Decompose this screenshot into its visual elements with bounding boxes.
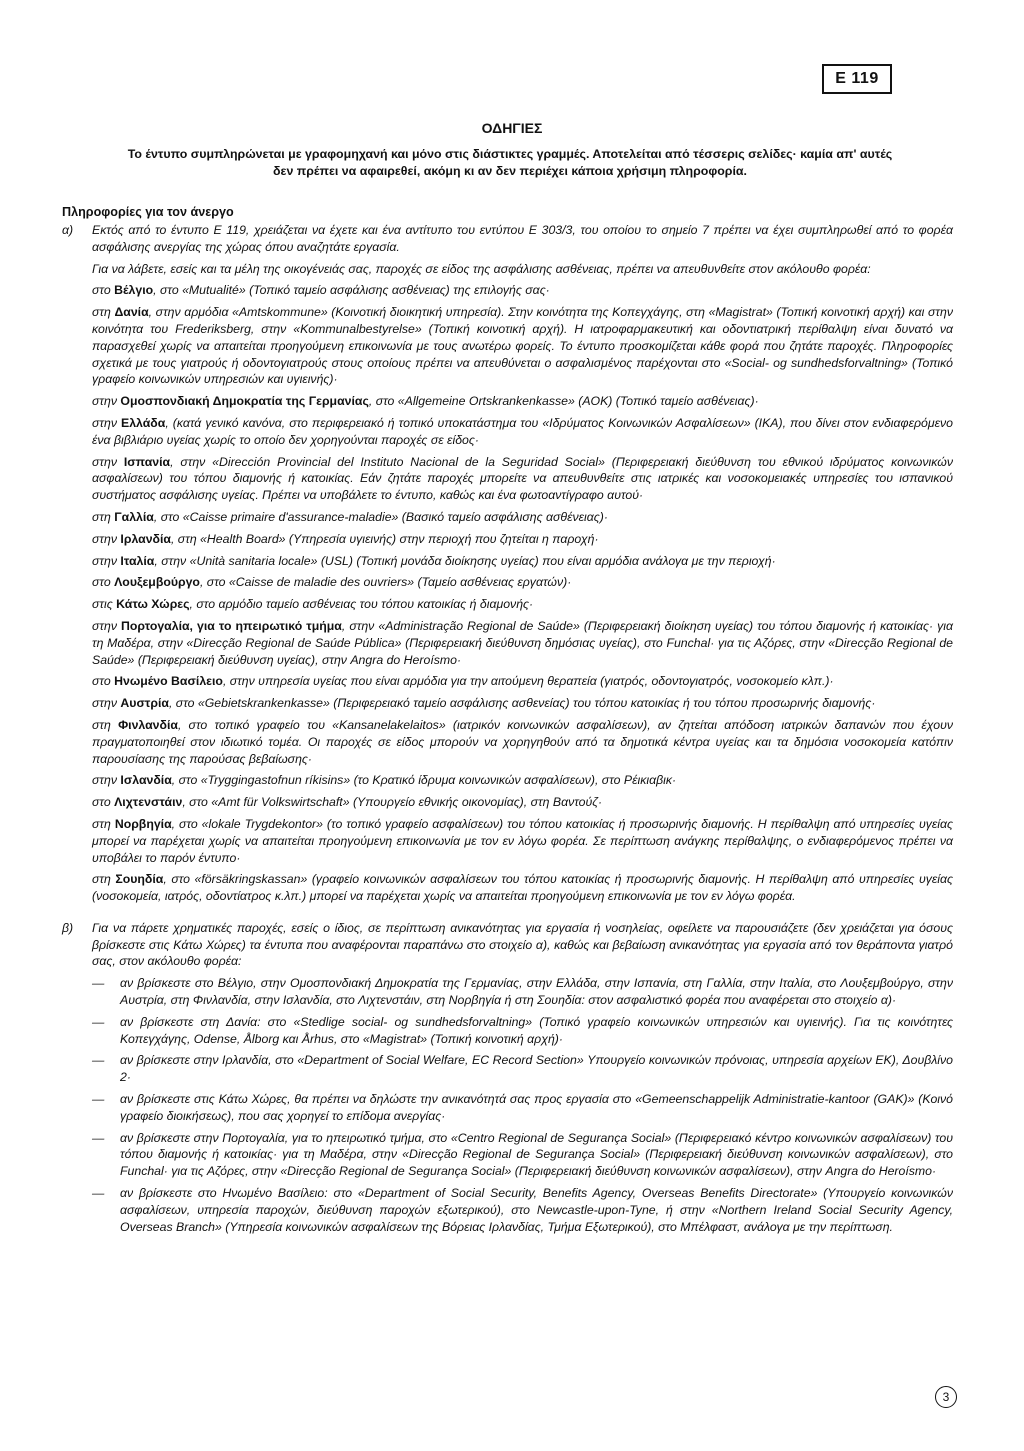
country-details: , στην «Unità sanitaria locale» (USL) (Τοπική μονάδα διοίκησης υγείας) που είναι αρμόδια ανάλογα με την περιοχή· — [154, 553, 776, 568]
country-entry — [92, 553, 953, 570]
country-entry — [92, 415, 953, 449]
country-entry — [92, 454, 953, 504]
bullet-item — [62, 1052, 953, 1086]
bullet-text: αν βρίσκεστε στη Δανία: στο «Stedlige social- og sundhedsforvaltning» (Τοπικό γραφείο κοινωνικών υπηρεσιών και υγιεινής). Για τις κοινότητες Κοπεγχάγης, Odense, Ålborg και Århus, στο «Magistrat» (Τοπική κοινοτική αρχή)· — [120, 1014, 953, 1046]
country-details: , στην «Dirección Provincial del Instituto Nacional de la Seguridad Social» (Περιφερειακή διεύθυνση του εθνικού ιδρύματος κοινωνικών ασφαλίσεων) του τόπου διαμονής ή κατοικίας. Εάν ζητάτε παροχές μπορείτε να απευθυνθείτε στις ιατρικές και νοσοκομειακές υπηρεσίες του ισπανικού συστήματος ασφάλισης υγείας. Πρέπει να υποβάλετε το έντυπο, καθώς και ένα φωτοαντίγραφο αυτού· — [92, 454, 953, 503]
country-name: Γαλλία — [114, 509, 154, 524]
country-details: , στο «Mutualité» (Τοπικό ταμείο ασφάλισης ασθένειας) της επιλογής σας· — [153, 283, 550, 298]
bullet-item — [62, 975, 953, 1009]
country-prefix: στην — [92, 531, 121, 546]
country-name: Νορβηγία — [114, 816, 172, 831]
country-entry — [92, 304, 953, 388]
country-list — [92, 282, 953, 905]
dash-marker: — — [92, 1053, 105, 1068]
country-entry — [92, 282, 953, 299]
bullet-text: αν βρίσκεστε στις Κάτω Χώρες, θα πρέπει να δηλώστε την ανικανότητά σας προς εργασία στο «Gemeenschappelijk Administratie-kantoor (GAK)» (Κοινό γραφείο διοικήσεως), που σας χορηγεί το επίδομα ανεργίας· — [120, 1092, 953, 1123]
page-title: ΟΔΗΓΙΕΣ — [481, 120, 543, 136]
intro-line: δεν πρέπει να αφαιρεθεί, ακόμη κι αν δεν περιέχει κάποια χρήσιμη πληροφορία. — [273, 164, 747, 178]
page-number: 3 — [935, 1386, 957, 1408]
country-entry — [92, 695, 953, 712]
dash-marker: — — [92, 1130, 105, 1145]
country-entry — [92, 531, 953, 548]
country-prefix: στο — [92, 674, 115, 689]
section-heading: Πληροφορίες για τον άνεργο — [62, 205, 234, 219]
item-marker: α) — [62, 223, 74, 237]
country-name: Λουξεμβούργο — [114, 575, 200, 590]
country-prefix: στην — [92, 553, 121, 568]
country-prefix: στην — [92, 773, 121, 788]
intro-text — [60, 146, 960, 180]
country-name: Ισλανδία — [120, 773, 172, 788]
country-prefix: στις — [92, 597, 117, 612]
country-prefix: στην — [92, 454, 124, 469]
country-details: , στο «Caisse de maladie des ouvriers» (Ταμείο ασθένειας εργατών)· — [199, 575, 572, 590]
country-name: Ελλάδα — [121, 415, 166, 430]
country-details: , στη «Health Board» (Υπηρεσία υγιεινής) στην περιοχή που ζητείται η παροχή· — [170, 531, 599, 546]
dash-marker: — — [92, 1014, 105, 1029]
country-name: Ομοσπονδιακή Δημοκρατία της Γερμανίας — [120, 394, 369, 409]
country-name: Σουηδία — [115, 872, 164, 887]
bullet-item — [62, 1091, 953, 1125]
country-entry — [92, 574, 953, 591]
country-name: Ιταλία — [120, 553, 155, 568]
country-prefix: στο — [92, 575, 115, 590]
paragraph: Για να λάβετε, εσείς και τα μέλη της οικογένειάς σας, παροχές σε είδος της ασφάλισης ασθένειας, πρέπει να απευθυνθείτε στον ακόλουθο φορέα: — [92, 261, 871, 276]
country-prefix: στη — [92, 509, 115, 524]
country-entry — [92, 596, 953, 613]
intro-line: Το έντυπο συμπληρώνεται με γραφομηχανή και μόνο στις διάστικτες γραμμές. Αποτελείται από τέσσερις σελίδες· καμία απ' αυτές — [127, 147, 893, 161]
country-prefix: στην — [92, 394, 121, 409]
country-prefix: στην — [92, 415, 122, 430]
country-prefix: στη — [92, 816, 115, 831]
country-details: , (κατά γενικό κανόνα, στο περιφερειακό ή τοπικό υποκατάστημα του «Ιδρύματος Κοινωνικών Ασφαλίσεων» (ΙΚΑ), που δίνει στον ενδιαφερόμενο ένα βιβλιάριο υγείας χωρίς το οποίο δεν χορηγούνται παροχές σε είδος· — [92, 415, 953, 447]
bullet-item — [62, 1014, 953, 1048]
bullet-list — [62, 975, 953, 1235]
country-prefix: στο — [92, 283, 115, 298]
item-content — [92, 920, 953, 975]
country-name: Πορτογαλία, για το ηπειρωτικό τμήμα — [121, 618, 342, 633]
dash-marker: — — [92, 1092, 105, 1107]
country-entry — [92, 794, 953, 811]
country-entry — [92, 673, 953, 690]
country-name: Ιρλανδία — [120, 531, 171, 546]
bullet-text: αν βρίσκεστε στην Ιρλανδία, στο «Department of Social Welfare, EC Record Section» Υπουργείο κοινωνικών πρόνοιας, υπηρεσία αρχείων ΕΚ), Δουβλίνο 2· — [120, 1053, 953, 1085]
bullet-text: αν βρίσκεστε στο Ηνωμένο Βασίλειο: στο «Department of Social Security, Benefits Agency, Overseas Benefits Directorate» (Υπουργείο κοινωνικών ασφαλίσεων, υπηρεσία παροχών, διεύθυνση παροχών εξωτερικού), στο Newcastle-upon-Tyne, ή στην «Northern Ireland Social Security Agency, Overseas Branch» (Υπηρεσία κοινωνικών ασφαλίσεων της Βόρειας Ιρλανδίας, Τμήμα Εξωτερικού), στο Μπέλφαστ, ανάλογα με την περίπτωση. — [120, 1186, 953, 1234]
country-entry — [92, 393, 953, 410]
paragraph: Για να πάρετε χρηματικές παροχές, εσείς ο ίδιος, σε περίπτωση ανικανότητας για εργασία ή νοσηλείας, οφείλετε να παρουσιάζετε (δεν χρειάζεται για όσους βρίσκεστε στις Κάτω Χώρες) τα έντυπα που αναφέρονται παραπάνω στο στοιχείο α), καθώς και βεβαίωση ανικανότητας για εργασία από τον θεράποντα γιατρό σας, στον ακόλουθο φορέα: — [92, 920, 953, 969]
country-details: , στην υπηρεσία υγείας που είναι αρμόδια για την αιτούμενη θεραπεία (γιατρός, οδοντογιατρός, νοσοκομείο κλπ.)· — [222, 674, 834, 689]
bullet-item — [62, 1185, 953, 1235]
country-prefix: στη — [92, 305, 115, 320]
country-prefix: στη — [92, 717, 119, 732]
country-prefix: στην — [92, 618, 122, 633]
country-prefix: στο — [92, 795, 115, 810]
country-details: , στο «Amt für Volkswirtschaft» (Υπουργείο εθνικής οικονομίας), στη Βαντούζ· — [182, 795, 603, 810]
bullet-text: αν βρίσκεστε στο Βέλγιο, στην Ομοσπονδιακή Δημοκρατία της Γερμανίας, στην Ελλάδα, στην Ισπανία, στη Γαλλία, στην Ιταλία, στο Λουξεμβούργο, στην Αυστρία, στη Φινλανδία, στην Ισλανδία, στο Λιχτενστάιν, στη Νορβηγία ή στη Σουηδία: στον ασφαλιστικό φορέα που αναφέρεται στο στοιχείο α)· — [120, 976, 953, 1008]
country-entry — [92, 816, 953, 866]
paragraph: Εκτός από το έντυπο Ε 119, χρειάζεται να έχετε και ένα αντίτυπο του εντύπου Ε 303/3, του οποίου το σημείο 7 πρέπει να έχει συμπληρωθεί από το φορέα ασφάλισης ανεργίας της χώρας όπου αναζητάτε εργασία. — [92, 223, 953, 254]
bullet-text: αν βρίσκεστε στην Πορτογαλία, για το ηπειρωτικό τμήμα, στο «Centro Regional de Segurança Social» (Περιφερειακό κέντρο κοινωνικών ασφαλίσεων) του τόπου διαμονής ή κατοικίας· για τη Μαδέρα, στην «Direcção Regional de Segurança Social» (Περιφερειακή διεύθυνση κοινωνικών ασφαλίσεων), στο Funchal· για τις Αζόρες, στην «Direcção Regional de Segurança Social» (Περιφερειακή διεύθυνση κοινωνικών ασφαλίσεων), στην Angra do Heroísmo· — [120, 1130, 953, 1179]
country-prefix: στην — [92, 696, 121, 711]
country-entry — [92, 772, 953, 789]
country-details: , στο αρμόδιο ταμείο ασθένειας του τόπου κατοικίας ή διαμονής· — [189, 597, 534, 612]
country-details: , στην αρμόδια «Amtskommune» (Κοινοτική διοικητική υπηρεσία). Στην κοινότητα της Κοπεγχάγης, στη «Magistrat» (Τοπική κοινοτική αρχή) και στην κοινότητα του Frederiksberg, στην «Kommunalbestyrelse» (Τοπική κοινοτική αρχή). Η ιατροφαρμακευτική και οδοντιατρική περίθαλψη είναι δυνατό να παρασχεθεί χωρίς να απαιτείται προηγούμενη επικοινωνία με τους ανωτέρω φορείς. Το έντυπο προσκομίζεται κάθε φορά που ζητάτε παροχές. Πληροφορίες σχετικά με τους γιατρούς ή οδοντογιατρούς στους οποίους πρέπει να απευθύνεται ο ασφαλισμένος παρέχονται στο «Social- og sundhedsforvaltning» (Τοπικό γραφείο κοινωνικών υπηρεσιών και υγιεινής)· — [92, 305, 953, 387]
country-name: Κάτω Χώρες — [116, 597, 190, 612]
country-details: , στην «Administração Regional de Saúde» (Περιφερειακή διοίκηση υγείας) του τόπου διαμονής ή κατοικίας· για τη Μαδέρα, στην «Direcção Regional de Saúde Pública» (Περιφερειακή διεύθυνση δημόσιας υγείας), στο Funchal· για τις Αζόρες, στην «Direcção Regional de Saúde» (Περιφερειακή διεύθυνση υγείας), στην Angra do Heroísmo· — [92, 618, 953, 667]
form-code-box: E 119 — [822, 64, 892, 94]
item-marker: β) — [62, 920, 74, 935]
country-name: Λιχτενστάιν — [114, 795, 183, 810]
item-content — [92, 222, 953, 910]
dash-marker: — — [92, 976, 105, 991]
country-entry — [92, 618, 953, 668]
country-entry — [92, 509, 953, 526]
item-beta — [62, 920, 953, 975]
country-details: , στο «Allgemeine Ortskrankenkasse» (AOK) (Τοπικό ταμείο ασθένειας)· — [368, 394, 759, 409]
country-name: Αυστρία — [120, 696, 169, 711]
country-details: , στο «Caisse primaire d'assurance-maladie» (Βασικό ταμείο ασφάλισης ασθένειας)· — [153, 509, 608, 524]
item-alpha — [62, 222, 953, 910]
country-name: Φινλανδία — [118, 717, 178, 732]
country-details: , στο «lokale Trygdekontor» (το τοπικό γραφείο ασφαλίσεων) του τόπου κατοικίας ή προσωρινής διαμονής. Η περίθαλψη από υπηρεσίες υγείας μπορεί να παρέχεται χωρίς να απαιτείται προηγούμενη επικοινωνία με τον εν λόγω φορέα. Σε περίπτωση ανάγκης περίθαλψης, ο ενδιαφερόμενος πρέπει να υποβάλει το παρόν έντυπο· — [92, 816, 954, 865]
country-details: , στο τοπικό γραφείο του «Kansanelakelaitos» (ιατρικόν κοινωνικών ασφαλίσεων), αν ζητείται απόδοση ιατρικών δαπανών που έχουν πραγματοποιηθεί στον ιδιωτικό τομέα. Οι παροχές σε είδος μπορούν να χορηγηθούν από τα δημοτικά κέντρα υγείας και τα δημόσια νοσοκομεία κατόπιν παρουσίασης της παρούσας βεβαίωσης· — [92, 717, 953, 766]
bullet-item — [62, 1130, 953, 1180]
country-details: , στο «Gebietskrankenkasse» (Περιφερειακό ταμείο ασφάλισης ασθενείας) του τόπου κατοικίας ή του τόπου προσωρινής διαμονής· — [168, 696, 876, 711]
country-details: , στο «försäkringskassan» (γραφείο κοινωνικών ασφαλίσεων του τόπου κατοικίας ή προσωρινής διαμονής. Η περίθαλψη από υπηρεσίες υγείας (νοσοκομεία, ιατρός, οδοντίατρος κ.λπ.) μπορεί να παρέχεται χωρίς να απαιτείται προηγούμενη επικοινωνία με τον εν λόγω φορέα. — [92, 872, 953, 904]
country-entry — [92, 717, 953, 767]
country-name: Ισπανία — [123, 454, 171, 469]
country-name: Δανία — [114, 305, 149, 320]
dash-marker: — — [92, 1186, 105, 1201]
country-name: Ηνωμένο Βασίλειο — [114, 674, 223, 689]
country-details: , στο «Tryggingastofnun ríkisins» (το Κρατικό ίδρυμα κοινωνικών ασφαλίσεων), στο Ρέικιαβικ· — [171, 773, 677, 788]
country-entry — [92, 871, 953, 905]
instructions-body — [62, 222, 953, 1240]
country-name: Βέλγιο — [114, 283, 154, 298]
country-prefix: στη — [92, 872, 116, 887]
